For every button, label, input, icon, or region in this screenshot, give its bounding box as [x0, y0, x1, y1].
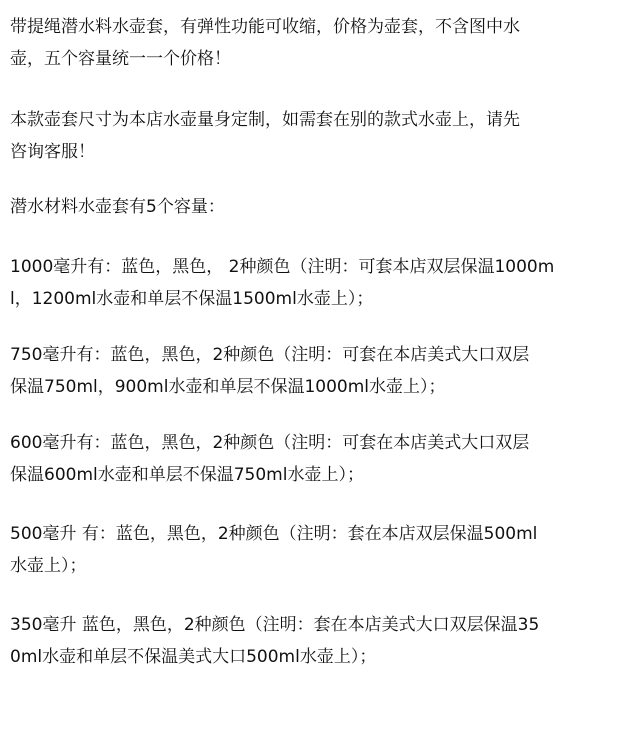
text-line: 750毫升有：蓝色，黑色，2种颜色（注明：可套在本店美式大口双层: [10, 345, 530, 365]
text-line: 600毫升有：蓝色，黑色，2种颜色（注明：可套在本店美式大口双层: [10, 433, 530, 453]
text-line: 本款壶套尺寸为本店水壶量身定制，如需套在别的款式水壶上，请先: [10, 110, 520, 130]
text-line: 保温600ml水壶和单层不保温750ml水壶上）；: [10, 465, 364, 485]
text-line: 壶，五个容量统一一个价格！: [10, 49, 231, 69]
text-line: 带提绳潜水料水壶套，有弹性功能可收缩，价格为壶套，不含图中水: [10, 17, 520, 37]
capacity-heading: [10, 191, 612, 223]
text-line: 潜水材料水壶套有5个容量：: [10, 197, 225, 217]
intro-paragraph: [10, 11, 612, 75]
capacity-1000ml-paragraph: [10, 251, 612, 315]
text-line: 350毫升 蓝色，黑色，2种颜色（注明：套在本店美式大口双层保温35: [10, 615, 540, 635]
capacity-500ml-paragraph: [10, 518, 612, 582]
text-line: 0ml水壶和单层不保温美式大口500ml水壶上）；: [10, 647, 377, 667]
capacity-350ml-paragraph: [10, 609, 612, 673]
text-line: 500毫升 有：蓝色，黑色，2种颜色（注明：套在本店双层保温500ml: [10, 524, 538, 544]
text-line: 保温750ml，900ml水壶和单层不保温1000ml水壶上）；: [10, 377, 446, 397]
text-line: 水壶上）；: [10, 556, 87, 576]
capacity-750ml-paragraph: [10, 339, 612, 403]
text-line: 1000毫升有：蓝色，黑色， 2种颜色（注明：可套本店双层保温1000m: [10, 257, 555, 277]
text-line: 咨询客服！: [10, 142, 95, 162]
sizing-note-paragraph: [10, 104, 612, 168]
text-line: l，1200ml水壶和单层不保温1500ml水壶上）；: [10, 289, 374, 309]
capacity-600ml-paragraph: [10, 427, 612, 491]
